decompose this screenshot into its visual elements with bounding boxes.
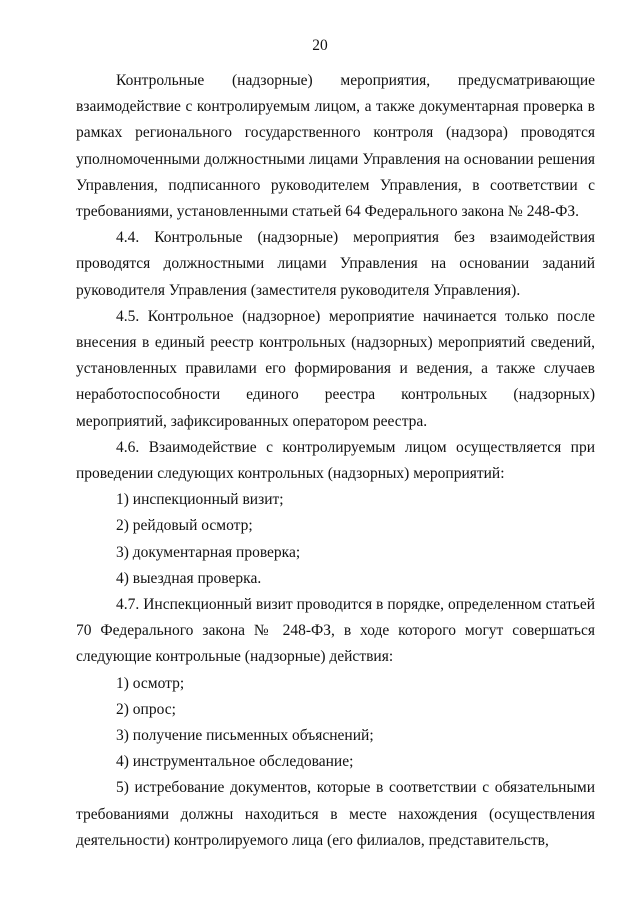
list-item: 1) инспекционный визит; [116,491,284,509]
list-item: 2) рейдовый осмотр; [116,517,253,535]
list-item: 1) осмотр; [116,674,185,692]
list-item: 3) документарная проверка; [116,543,301,561]
list-item: 4) выездная проверка. [116,569,262,587]
page-number: 20 [312,37,328,54]
paragraph-4-6: 4.6. Взаимодействие с контролируемым лицом осуществляется при проведении следующих контрольных (надзорных) мероприятий: [76,438,595,483]
paragraph-4-7: 4.7. Инспекционный визит проводится в порядке, определенном статьей 70 Федерального закона № 248-ФЗ, в ходе которого могут совершаться следующие контрольные (надзорные) действия: [76,596,595,666]
paragraph-inspection-basis: Контрольные (надзорные) мероприятия, предусматривающие взаимодействие с контролируемым лицом, а также документарная проверка в рамках регионального государственного контроля (надзора) проводятся уполномоченными должностными лицами Управления на основании решения Управления, подписанного руководителем Управления, в соответствии с требованиями, установленными статьей 64 Федерального закона № 248-ФЗ. [76,72,595,221]
list-item: 4) инструментальное обследование; [116,753,354,771]
document-body [76,68,595,854]
paragraph-item-5: 5) истребование документов, которые в соответствии с обязательными требованиями должны находиться в месте нахождения (осуществления деятельности) контролируемого лица (его филиалов, представительств, [76,779,595,849]
paragraph-4-4: 4.4. Контрольные (надзорные) мероприятия без взаимодействия проводятся должностными лицами Управления на основании заданий руководителя Управления (заместителя руководителя Управления). [76,229,595,299]
list-item: 2) опрос; [116,700,176,718]
list-item: 3) получение письменных объяснений; [116,727,374,745]
paragraph-4-5: 4.5. Контрольное (надзорное) мероприятие начинается только после внесения в единый реестр контрольных (надзорных) мероприятий сведений, установленных правилами его формирования и ведения, а также случаев неработоспособности единого реестра контрольных (надзорных) мероприятий, зафиксированных оператором реестра. [76,307,595,430]
